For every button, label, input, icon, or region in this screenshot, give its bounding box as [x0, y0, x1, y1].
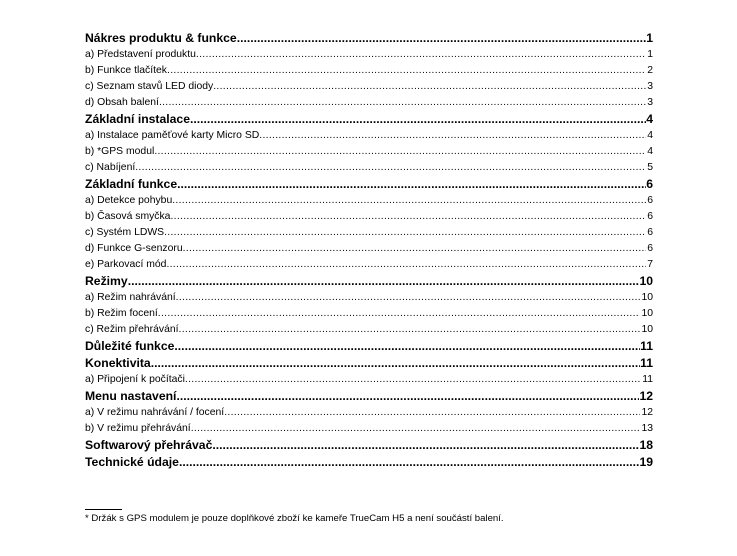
toc-item — [85, 421, 653, 437]
footnote: * Držák s GPS modulem je pouze doplňkové zboží ke kameře TrueCam H5 a není součástí balení. — [85, 513, 504, 524]
item-page: 2 — [647, 65, 653, 76]
item-page: 6 — [647, 195, 653, 206]
item-page: 10 — [641, 324, 653, 335]
item-page: 6 — [647, 211, 653, 222]
section-title: Softwarový přehrávač — [85, 438, 213, 452]
dot-leader — [213, 79, 646, 95]
section-page: 12 — [639, 389, 653, 403]
toc-item — [85, 257, 653, 273]
item-label: b) Časová smyčka — [85, 211, 171, 222]
footnote-rule — [85, 509, 122, 510]
dot-leader — [190, 111, 646, 128]
section-page: 1 — [646, 31, 653, 45]
dot-leader — [224, 405, 640, 421]
dot-leader — [212, 437, 639, 454]
dot-leader — [185, 372, 641, 388]
item-page: 10 — [641, 308, 653, 319]
item-label: b) Funkce tlačítek — [85, 65, 168, 76]
section-page: 11 — [640, 356, 653, 370]
dot-leader — [158, 306, 641, 322]
toc-item — [85, 160, 653, 176]
section-title: Konektivita — [85, 356, 151, 370]
toc-section — [85, 111, 653, 128]
item-label: b) *GPS modul — [85, 146, 155, 157]
toc-section — [85, 176, 653, 193]
dot-leader — [191, 421, 641, 437]
toc-item — [85, 128, 653, 144]
toc-item — [85, 79, 653, 95]
toc-section — [85, 30, 653, 47]
toc-item — [85, 95, 653, 111]
item-page: 5 — [647, 162, 653, 173]
item-label: b) Režim focení — [85, 308, 158, 319]
dot-leader — [151, 355, 640, 372]
toc-item — [85, 63, 653, 79]
section-page: 18 — [639, 438, 653, 452]
section-page: 10 — [639, 274, 653, 288]
item-label: b) V režimu přehrávání — [85, 423, 191, 434]
item-page: 7 — [647, 259, 653, 270]
table-of-contents — [85, 30, 653, 471]
section-title: Menu nastavení — [85, 389, 177, 403]
toc-section — [85, 273, 653, 290]
dot-leader — [183, 241, 647, 257]
toc-item — [85, 322, 653, 338]
dot-leader — [176, 388, 639, 405]
item-label: a) Připojení k počítači — [85, 374, 185, 385]
item-page: 6 — [647, 227, 653, 238]
toc-section — [85, 437, 653, 454]
item-label: c) Seznam stavů LED diody — [85, 81, 214, 92]
dot-leader — [135, 160, 646, 176]
section-title: Režimy — [85, 274, 128, 288]
section-page: 19 — [639, 455, 653, 469]
item-label: e) Parkovací mód — [85, 259, 167, 270]
toc-item — [85, 241, 653, 257]
dot-leader — [237, 30, 647, 47]
item-label: a) Detekce pohybu — [85, 195, 173, 206]
dot-leader — [176, 290, 641, 306]
dot-leader — [159, 95, 646, 111]
section-page: 6 — [646, 177, 653, 191]
item-page: 6 — [647, 243, 653, 254]
dot-leader — [154, 144, 646, 160]
toc-section — [85, 338, 653, 355]
dot-leader — [164, 225, 646, 241]
item-page: 10 — [641, 292, 653, 303]
dot-leader — [166, 257, 646, 273]
item-page: 13 — [641, 423, 653, 434]
toc-item — [85, 47, 653, 63]
toc-item — [85, 209, 653, 225]
dot-leader — [177, 176, 646, 193]
section-title: Důležité funkce — [85, 339, 175, 353]
toc-item — [85, 144, 653, 160]
item-page: 11 — [642, 374, 653, 385]
dot-leader — [170, 209, 646, 225]
item-label: a) Režim nahrávání — [85, 292, 176, 303]
item-page: 12 — [641, 407, 653, 418]
toc-section — [85, 454, 653, 471]
section-title: Základní instalace — [85, 112, 190, 126]
item-label: d) Funkce G-senzoru — [85, 243, 183, 254]
section-page: 11 — [640, 339, 653, 353]
dot-leader — [174, 338, 640, 355]
item-page: 4 — [647, 146, 653, 157]
toc-item — [85, 290, 653, 306]
dot-leader — [167, 63, 646, 79]
section-title: Technické údaje — [85, 455, 179, 469]
dot-leader — [128, 273, 640, 290]
toc-item — [85, 225, 653, 241]
section-page: 4 — [646, 112, 653, 126]
toc-item — [85, 405, 653, 421]
dot-leader — [196, 47, 646, 63]
section-title: Nákres produktu & funkce — [85, 31, 237, 45]
item-page: 4 — [647, 130, 653, 141]
toc-item — [85, 193, 653, 209]
section-title: Základní funkce — [85, 177, 178, 191]
item-label: a) V režimu nahrávání / focení — [85, 407, 225, 418]
toc-item — [85, 372, 653, 388]
item-page: 3 — [647, 81, 653, 92]
item-page: 1 — [647, 49, 653, 60]
item-page: 3 — [647, 97, 653, 108]
dot-leader — [179, 454, 640, 471]
toc-section — [85, 355, 653, 372]
dot-leader — [172, 193, 646, 209]
item-label: a) Instalace paměťové karty Micro SD — [85, 130, 260, 141]
item-label: c) Systém LDWS — [85, 227, 165, 238]
item-label: d) Obsah balení — [85, 97, 159, 108]
dot-leader — [259, 128, 646, 144]
toc-section — [85, 388, 653, 405]
item-label: a) Představení produktu — [85, 49, 196, 60]
dot-leader — [179, 322, 641, 338]
item-label: c) Nabíjení — [85, 162, 136, 173]
toc-item — [85, 306, 653, 322]
item-label: c) Režim přehrávání — [85, 324, 179, 335]
